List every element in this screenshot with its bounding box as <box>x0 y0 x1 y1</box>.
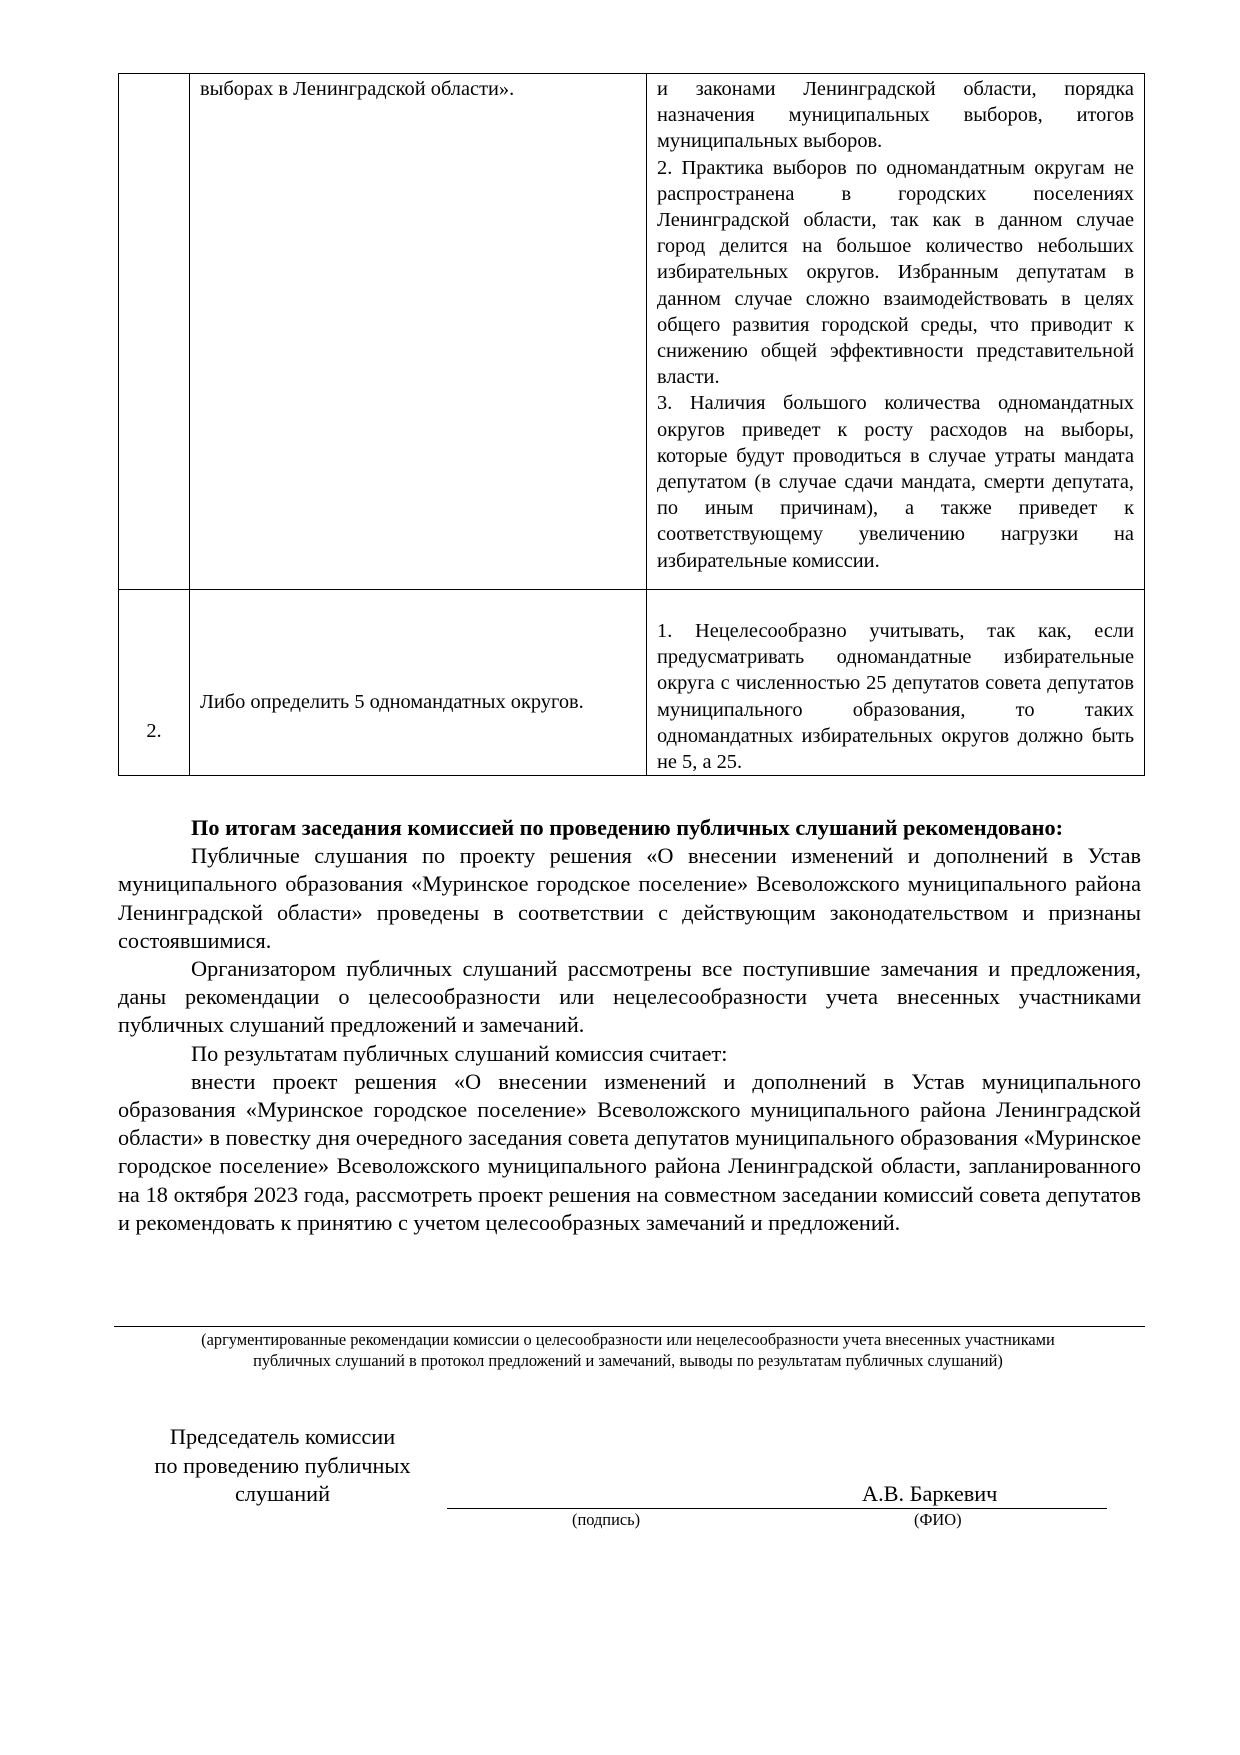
comment-text <box>647 74 1144 574</box>
row-number: 2. <box>146 720 162 743</box>
conclusion-paragraph: Публичные слушания по проекту решения «О внесении изменений и дополнений в Устав муниципального образования «Муринское городское поселение» Всеволожского муниципального района Ленинградской области» проведены в соответствии с действующим законодательством и признаны состоявшимися. <box>118 843 1141 953</box>
chair-title <box>120 1423 445 1509</box>
table-row <box>119 590 1145 776</box>
chair-title-line: слушаний <box>234 1481 331 1507</box>
comment-text <box>647 590 1144 775</box>
proposal-text: выборах в Ленинградской области». <box>200 78 515 100</box>
row-number <box>119 74 189 76</box>
proposal-cell <box>190 74 647 590</box>
comment-paragraph: 3. Наличия большого количества одномандатных округов приведет к росту расходов на выборы, которые будут проводиться в случае утраты мандата депутатом (в случае сдачи мандата, смерти депутата, по иным причинам), а также приведет к соответствующему увеличению нагрузки на избирательные комиссии. <box>657 392 1134 572</box>
conclusion-paragraph: внести проект решения «О внесении изменений и дополнений в Устав муниципального образования «Муринское городское поселение» Всеволожского муниципального района Ленинградской области» в повестку дня очередного заседания совета депутатов муниципального образования «Муринское городское поселение» Всеволожского муниципального района Ленинградской области, запланированного на 18 октября 2023 года, рассмотреть проект решения на совместном заседании комиссий совета депутатов и рекомендовать к принятию с учетом целесообразных замечаний и предложений. <box>118 1068 1141 1235</box>
row-number-cell <box>119 590 190 776</box>
comment-cell <box>647 74 1145 590</box>
signature-line <box>447 1508 1107 1509</box>
note-line: публичных слушаний в протокол предложений и замечаний, выводы по результатам публичных слушаний) <box>253 1351 1003 1370</box>
divider-line <box>114 1326 1145 1327</box>
proposal-cell <box>190 590 647 776</box>
name-caption: (ФИО) <box>914 1510 962 1529</box>
note-line: (аргументированные рекомендации комиссии о целесообразности или нецелесообразности учета внесенных участниками <box>201 1330 1055 1349</box>
explanatory-note <box>128 1329 1128 1371</box>
chair-name: А.В. Баркевич <box>862 1481 998 1506</box>
conclusion-section <box>118 814 1141 1237</box>
comment-paragraph: 2. Практика выборов по одномандатным округам не распространена в городских поселениях Ленинградской области, так как в данном случае город делится на большое количество небольших избирательных округов. Избранным депутатам в данном случае сложно взаимодействовать в целях общего развития городской среды, что приводит к снижению общей эффективности представительной власти. <box>657 156 1134 389</box>
row-number-cell <box>119 74 190 590</box>
conclusion-paragraph: Организатором публичных слушаний рассмотрены все поступившие замечания и предложения, даны рекомендации о целесообразности или нецелесообразности учета внесенных участниками публичных слушаний предложений и замечаний. <box>118 956 1141 1038</box>
proposal-text: Либо определить 5 одномандатных округов. <box>200 691 584 714</box>
comment-paragraph: 1. Нецелесообразно учитывать, так как, если предусматривать одномандатные избирательные округа с численностью 25 депутатов совета депутатов муниципального образования, то таких одномандатных избирательных округов должно быть не 5, а 25. <box>657 620 1134 774</box>
table-row <box>119 74 1145 590</box>
comment-cell <box>647 590 1145 776</box>
comment-paragraph: и законами Ленинградской области, порядка назначения муниципальных выборов, итогов муниципальных выборов. <box>657 78 1134 153</box>
proposals-table <box>118 73 1145 776</box>
chair-title-line: Председатель комиссии <box>169 1424 396 1449</box>
chair-title-line: по проведению публичных <box>154 1452 411 1478</box>
conclusion-heading: По итогам заседания комиссией по проведению публичных слушаний рекомендовано: <box>191 815 1064 840</box>
signature-caption: (подпись) <box>572 1510 641 1529</box>
conclusion-paragraph: По результатам публичных слушаний комиссия считает: <box>191 1040 728 1066</box>
